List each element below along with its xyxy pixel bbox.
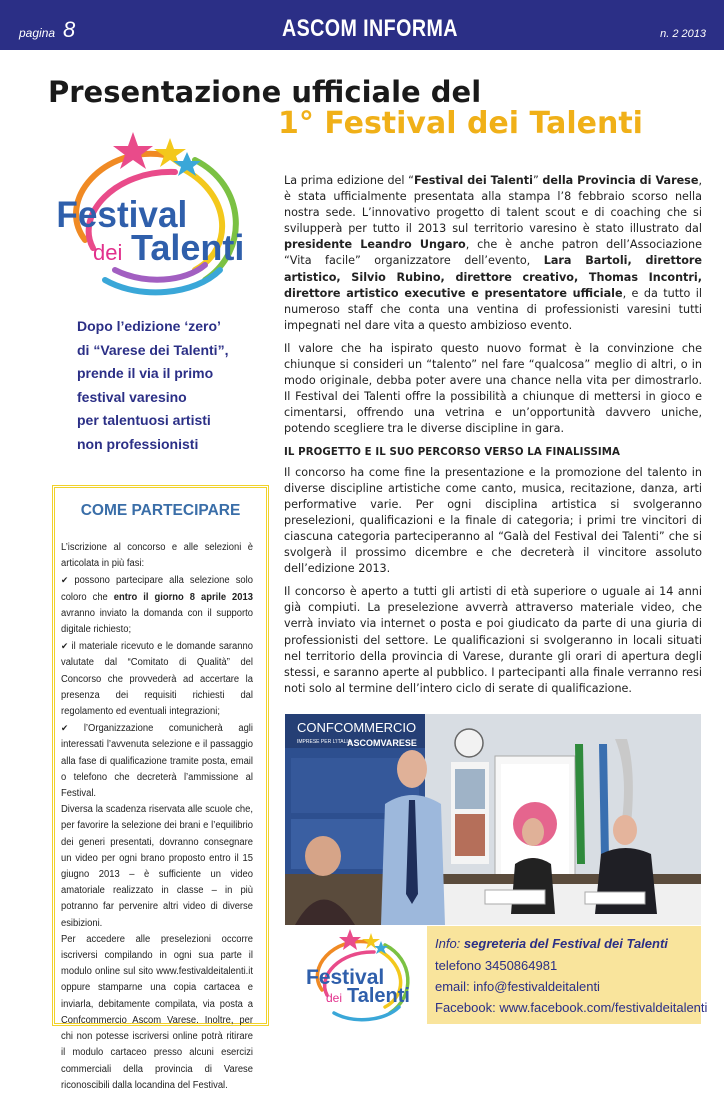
info-facebook: Facebook: www.facebook.com/festivaldeitalenti: [435, 1000, 708, 1015]
intro-line: di “Varese dei Talenti”,: [77, 341, 229, 358]
text-run: , e da tutto il numeroso staff che conta una ventina di professionisti varesini tutti impegnati nel dare vita a questo ambizioso evento.: [284, 286, 702, 332]
check-icon: ✔: [61, 641, 69, 652]
pagina-label: pagina: [19, 26, 56, 40]
text-run: Lara Bartoli, direttore artistico, Silvio Rubino, direttore creativo, Thomas Incontri, direttore artistico executive e presentatore ufficiale: [284, 254, 702, 300]
logo-word-dei: dei: [326, 991, 343, 1005]
text-run: della Provincia di Varese: [542, 174, 699, 187]
intro-text: [77, 315, 267, 456]
check-icon: ✔: [61, 575, 69, 586]
logo-word-festival: Festival: [306, 966, 385, 989]
info-email: email: info@festivaldeitalenti: [435, 979, 600, 994]
press-conference-photo: [285, 714, 701, 925]
bullet-text: avranno inviato la domanda con il supporto digitale richiesto;: [61, 607, 253, 636]
info-title: segreteria del Festival dei Talenti: [463, 936, 668, 951]
star-icon: [113, 132, 153, 169]
intro-line: Dopo l’edizione ‘zero’: [77, 318, 221, 334]
bullet-text: il materiale ricevuto e le domande saranno valutate dal “Comitato di Qualità” del Concorso che provvederà ad accertare la presenza dei requisiti richiesti dal regolamento ed eventuali integrazioni;: [61, 641, 253, 718]
intro-line: per talentuosi artisti: [77, 412, 211, 428]
box-paragraph: L’iscrizione al concorso e alle selezioni è articolata in più fasi:: [61, 542, 253, 570]
article-paragraph: Il concorso ha come fine la presentazione e la promozione del talento in diverse discipline artistiche come canto, musica, recitazione, danza, arti performative varie. Per ogni disciplina artistica si svolgeranno preselezioni, qualificazioni e la finale di categoria; i primi tre vincitori di ciascuna categoria parteciperanno al “Galà del Festival dei Talenti” che si svolgerà il prossimo dicembre e che decreterà il vincitore assoluto dell’edizione 2013.: [284, 465, 702, 576]
intro-line: non professionisti: [77, 435, 199, 452]
box-paragraph: Per accedere alle preselezioni occorre iscriversi compilando in ogni sua parte il modulo online sul sito www.festivaldeitalenti.it oppure stamparne una copia cartacea e inviarla, debitamente compilata, via posta a Confcommercio Ascom Varese. Inoltre, per chi non potesse iscriversi online potrà ritirare il modulo cartaceo presso alcuni esercizi commerciali della provincia di Varese riconoscibili dalla locandina del Festival.: [61, 933, 253, 1091]
text-run: La prima edizione del “: [284, 174, 414, 187]
bullet-text: l’Organizzazione comunicherà agli interessati l’avvenuta selezione e il passaggio alla fase di qualificazione tramite posta, email o telefono che decreterà l’ammissione al Festival.: [61, 723, 253, 800]
text-run: presidente Leandro Ungaro: [284, 238, 466, 252]
bullet-text: possono partecipare alla selezione solo coloro che: [61, 575, 253, 603]
intro-line: prende il via il primo: [77, 365, 214, 381]
festival-logo-small: [300, 928, 422, 1024]
box-body: [61, 540, 253, 1094]
wall-clock-icon: [455, 729, 483, 757]
page-header: [0, 0, 724, 50]
article-body: [284, 173, 702, 704]
text-run: , è stata ufficialmente presentata alla stampa l’8 febbraio scorso nella nostra sede. L’innovativo progetto di talent scout e di coaching che si svilupperà per tutto il 2013 sul territorio varesino è stato illustrato dal: [284, 174, 702, 236]
box-bullet: [61, 638, 253, 720]
logo-word-talenti: Talenti: [131, 227, 245, 268]
text-run: ”: [532, 174, 543, 187]
photo-banner-sub: IMPRESE PER L’ITALIA: [297, 739, 352, 745]
come-partecipare-box: [52, 485, 269, 1091]
box-paragraph: Diversa la scadenza riservata alle scuole che, per favorire la selezione dei brani e l’equilibrio dei generi presentati, dovranno consegnare un video per ogni brano proposto entro il 15 giugno 2013 – è sufficiente un video amatoriale realizzato in classe – in più potranno far pervenire altri video di diverse esibizioni.: [61, 804, 253, 929]
issue-number: n. 2 2013: [660, 28, 706, 40]
article-paragraph: Il valore che ha ispirato questo nuovo format è la convinzione che chiunque si consideri un “talento” nel fare “qualcosa” meglio di altri, o in modo originale, debba poter avere una chance nella vita per dimostrarlo. Il Festival dei Talenti offre la possibilità a chiunque di mettersi in gioco e cimentarsi, offrendo una vetrina e un’opportunità davvero uniche, potendo scegliere tra le diverse discipline in gara.: [284, 341, 702, 436]
text-run: , che è anche patron dell’Associazione “Vita facile” organizzatore dell’evento,: [284, 238, 702, 268]
bullet-date: entro il giorno 8 aprile 2013: [113, 591, 253, 603]
check-icon: ✔: [61, 723, 69, 734]
box-bullet: [61, 572, 253, 638]
page-title-line2: 1° Festival dei Talenti: [278, 106, 643, 141]
festival-logo: [45, 130, 260, 300]
photo-banner-text: CONFCOMMERCIO: [297, 720, 417, 735]
article-paragraph: Il concorso è aperto a tutti gli artisti di età superiore o uguale ai 14 anni già compiuti. La preselezione avverrà attraverso materiale video, che verrà inviato via internet o posta e poi giudicato da parte di una giuria di professionisti del settore. Le qualificazioni si svolgeranno in locali situati nel territorio della provincia di Varese, durante gli orari di apertura degli stessi, e saranno aperte al pubblico. I partecipanti alla finale verranno resi noti solo al termine dell’intero ciclo di serate di qualificazione.: [284, 585, 702, 695]
text-run: Festival dei Talenti: [413, 174, 533, 187]
article-paragraph: [284, 173, 702, 334]
logo-word-talenti: Talenti: [347, 985, 410, 1007]
photo-banner-brand: ASCOMVARESE: [347, 738, 417, 748]
info-phone: telefono 3450864981: [435, 958, 558, 973]
info-label: Info:: [435, 936, 461, 951]
intro-line: festival varesino: [77, 388, 187, 405]
box-bullet: [61, 720, 253, 802]
masthead: ASCOM INFORMA: [282, 15, 458, 42]
article-subheading: IL PROGETTO E IL SUO PERCORSO VERSO LA FINALISSIMA: [284, 446, 621, 458]
page-number: 8: [63, 17, 76, 42]
info-heading: [435, 936, 668, 951]
logo-word-dei: dei: [93, 240, 123, 265]
info-box: [427, 926, 708, 1024]
logo-word-festival: Festival: [56, 193, 188, 236]
box-title: COME PARTECIPARE: [80, 502, 241, 519]
page-title-line1: Presentazione ufficiale del: [48, 75, 482, 109]
